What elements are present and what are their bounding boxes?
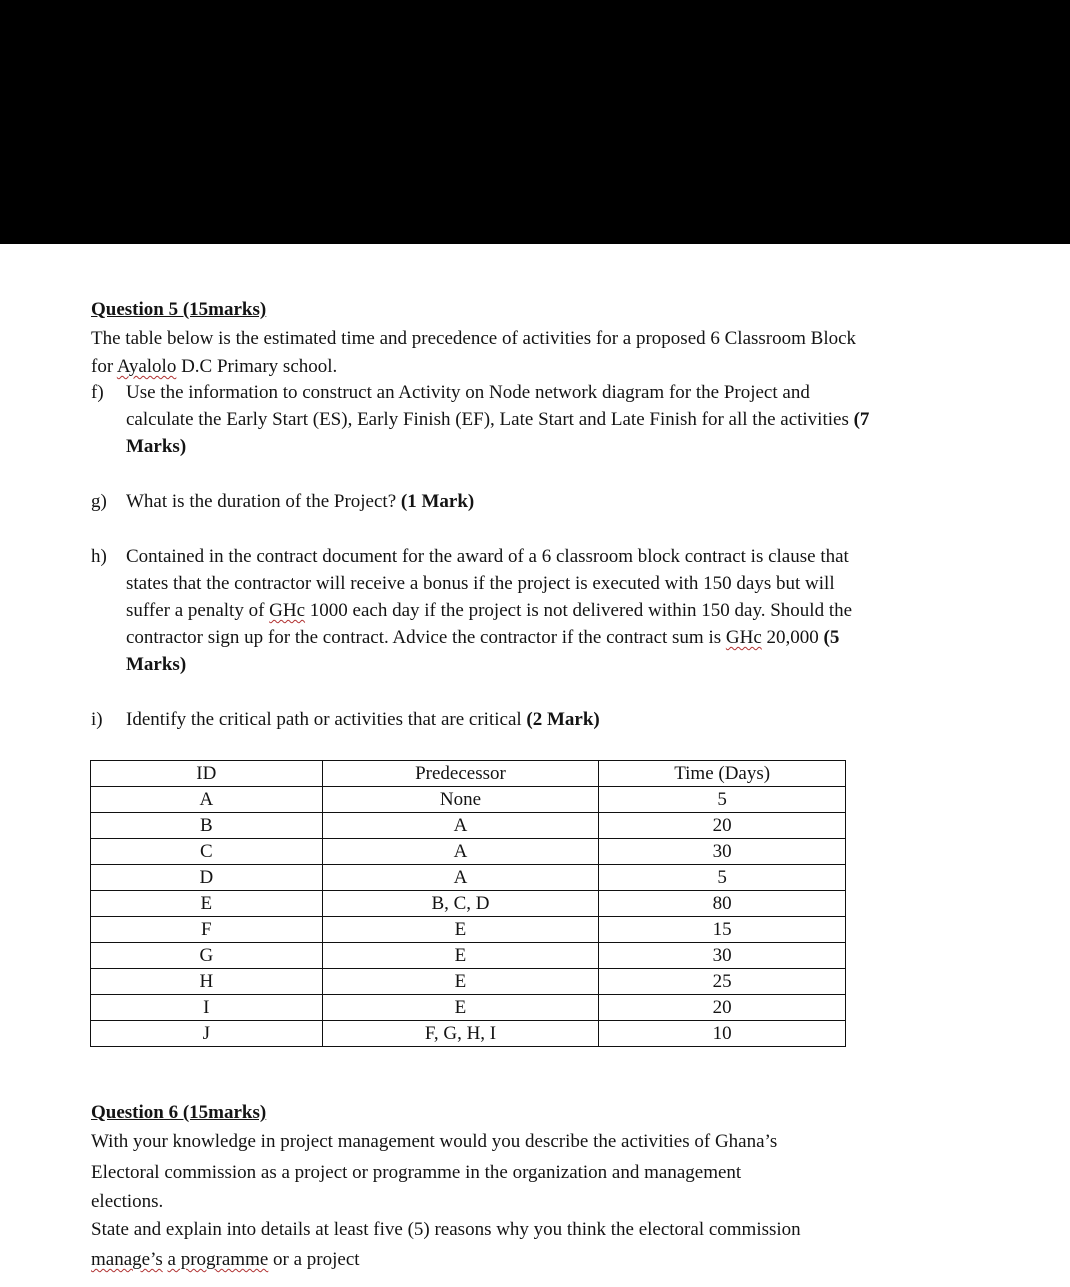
table-row	[91, 1021, 846, 1047]
cell-time: 5	[599, 865, 846, 891]
q6-line-5	[91, 1248, 360, 1272]
cell-id: A	[91, 787, 323, 813]
table-row	[91, 891, 846, 917]
cell-time: 20	[599, 813, 846, 839]
cell-predecessor: E	[322, 969, 599, 995]
cell-id: D	[91, 865, 323, 891]
header-id: ID	[91, 761, 323, 787]
item-h-label: h)	[91, 546, 107, 567]
cell-time: 15	[599, 917, 846, 943]
cell-id: F	[91, 917, 323, 943]
header-time: Time (Days)	[599, 761, 846, 787]
cell-id: J	[91, 1021, 323, 1047]
item-h-line-1: Contained in the contract document for the award of a 6 classroom block contract is clause that	[126, 546, 849, 567]
item-f-text: calculate the Early Start (ES), Early Finish (EF), Late Start and Late Finish for all the activities	[126, 409, 854, 430]
question-5-heading: Question 5 (15marks)	[91, 299, 267, 320]
q5-intro-post: D.C Primary school.	[176, 356, 338, 377]
item-h-marks-start: (5	[823, 627, 840, 648]
school-name: Ayalolo	[116, 356, 177, 377]
table-row	[91, 787, 846, 813]
cell-id: C	[91, 839, 323, 865]
table-row	[91, 839, 846, 865]
table-header-row	[91, 761, 846, 787]
q5-intro-pre: for	[91, 356, 117, 377]
table-row	[91, 943, 846, 969]
cell-predecessor: A	[322, 813, 599, 839]
cell-id: B	[91, 813, 323, 839]
item-h-line-4	[126, 626, 839, 650]
item-f-marks-start: (7	[853, 409, 870, 430]
item-g-marks: (1 Mark)	[400, 491, 475, 512]
table-row	[91, 995, 846, 1021]
item-i-marks: (2 Mark)	[526, 709, 600, 730]
cell-predecessor: F, G, H, I	[322, 1021, 599, 1047]
item-g-text: What is the duration of the Project?	[126, 491, 401, 512]
cell-id: E	[91, 891, 323, 917]
currency-word: GHc	[269, 600, 306, 621]
cell-id: H	[91, 969, 323, 995]
q6-line-5-post: or a project	[268, 1249, 360, 1270]
cell-id: G	[91, 943, 323, 969]
cell-time: 10	[599, 1021, 846, 1047]
item-f-line-3	[126, 435, 186, 459]
item-f-line-1: Use the information to construct an Activity on Node network diagram for the Project and	[126, 382, 810, 403]
cell-predecessor: None	[322, 787, 599, 813]
item-i-text: Identify the critical path or activities that are critical	[126, 709, 527, 730]
item-h-line-3-pre: suffer a penalty of	[126, 600, 270, 621]
item-i-label: i)	[91, 709, 103, 730]
cell-time: 25	[599, 969, 846, 995]
item-g-label: g)	[91, 491, 107, 512]
item-h-line-2: states that the contractor will receive a bonus if the project is executed with 150 days but will	[126, 573, 835, 594]
q6-line-3: elections.	[91, 1191, 164, 1212]
item-h-line-4-post: 20,000	[761, 627, 824, 648]
item-h-line-4-pre: contractor sign up for the contract. Advice the contractor if the contract sum is	[126, 627, 726, 648]
table-row	[91, 865, 846, 891]
item-g-line	[126, 490, 474, 514]
cell-predecessor: E	[322, 917, 599, 943]
q6-line-1: With your knowledge in project management would you describe the activities of Ghana’s	[91, 1131, 778, 1152]
q6-line-2: Electoral commission as a project or programme in the organization and management	[91, 1162, 742, 1183]
item-f-label: f)	[91, 382, 104, 403]
q5-intro-line-1: The table below is the estimated time and precedence of activities for a proposed 6 Classroom Block	[91, 328, 857, 349]
cell-time: 30	[599, 839, 846, 865]
table-row	[91, 917, 846, 943]
table-row	[91, 813, 846, 839]
cell-predecessor: B, C, D	[322, 891, 599, 917]
item-i-line	[126, 708, 600, 732]
cell-predecessor: E	[322, 943, 599, 969]
item-h-line-3	[126, 599, 852, 623]
q6-line-4: State and explain into details at least five (5) reasons why you think the electoral commission	[91, 1219, 801, 1240]
table-row	[91, 969, 846, 995]
currency-word-2: GHc	[725, 627, 762, 648]
q6-word-programme: a programme	[167, 1249, 269, 1270]
cell-time: 30	[599, 943, 846, 969]
item-f-line-2	[126, 408, 869, 432]
cell-predecessor: E	[322, 995, 599, 1021]
question-6-heading: Question 6 (15marks)	[91, 1102, 267, 1123]
item-f-marks-end: Marks)	[126, 436, 187, 457]
cell-time: 80	[599, 891, 846, 917]
item-h-marks-end: Marks)	[126, 654, 187, 675]
activity-table	[90, 760, 846, 1047]
cell-time: 20	[599, 995, 846, 1021]
q5-intro-line-2	[91, 355, 337, 379]
header-predecessor: Predecessor	[322, 761, 599, 787]
cell-id: I	[91, 995, 323, 1021]
cell-predecessor: A	[322, 839, 599, 865]
cell-time: 5	[599, 787, 846, 813]
cell-predecessor: A	[322, 865, 599, 891]
item-h-line-5	[126, 653, 186, 677]
q6-word-manages: manage’s	[91, 1249, 163, 1270]
item-h-line-3-post: 1000 each day if the project is not delivered within 150 day. Should the	[305, 600, 853, 621]
